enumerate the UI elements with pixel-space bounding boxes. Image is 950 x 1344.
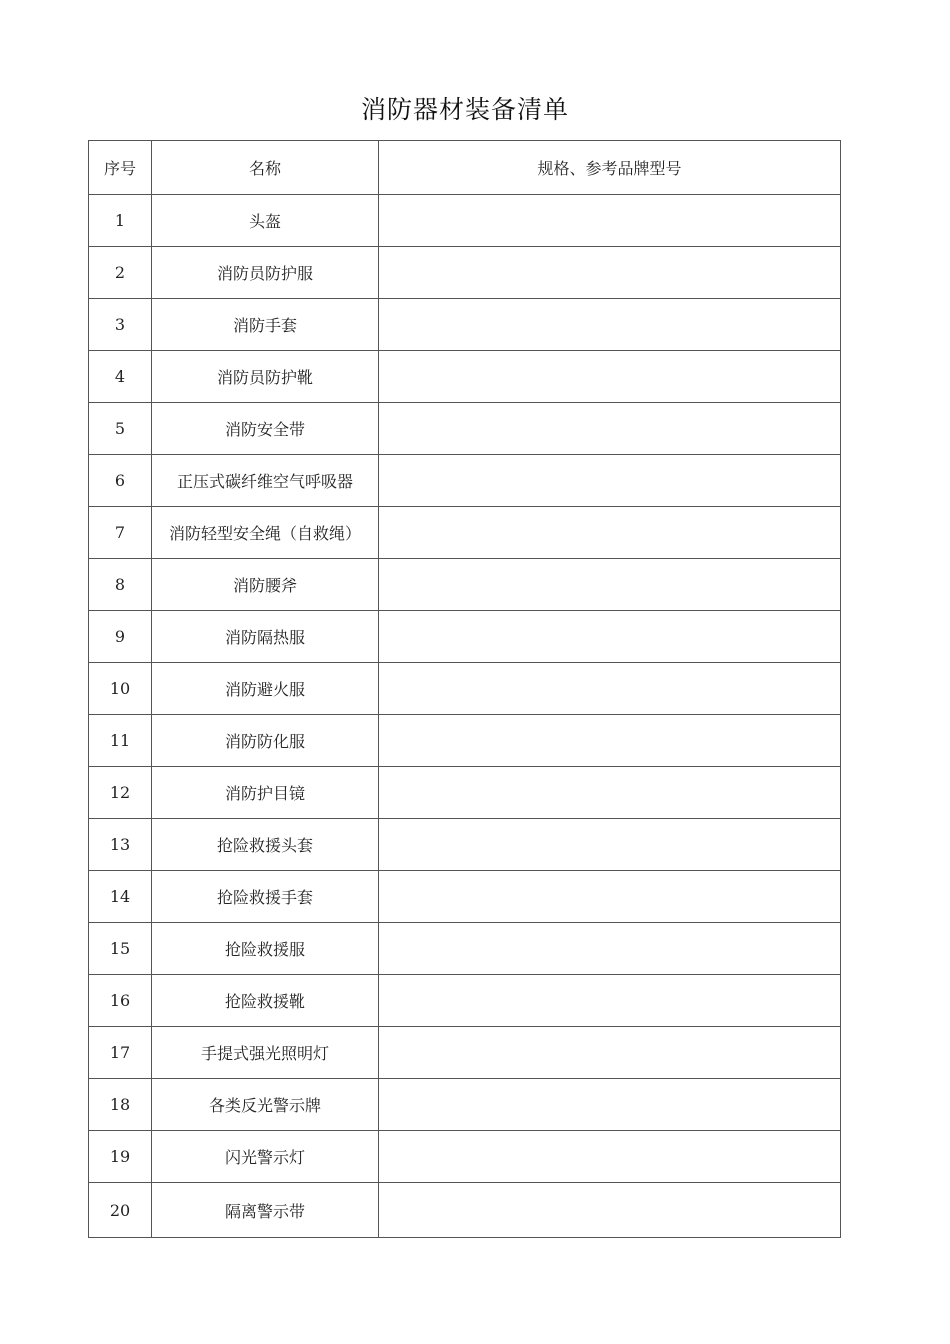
table-row [89,663,841,715]
cell-name: 头盔 [152,195,379,247]
cell-name: 抢险救援手套 [152,871,379,923]
cell-index: 11 [89,715,152,767]
cell-name: 抢险救援服 [152,923,379,975]
table-row [89,403,841,455]
cell-name: 消防腰斧 [152,559,379,611]
table-row [89,819,841,871]
equipment-table [88,140,841,1238]
cell-name: 隔离警示带 [152,1183,379,1238]
table-row [89,299,841,351]
cell-index: 17 [89,1027,152,1079]
cell-name: 消防护目镜 [152,767,379,819]
cell-index: 18 [89,1079,152,1131]
table-row [89,351,841,403]
cell-name: 消防避火服 [152,663,379,715]
cell-name: 消防防化服 [152,715,379,767]
table-row [89,1131,841,1183]
cell-spec [379,351,841,403]
table-row [89,455,841,507]
cell-spec [379,819,841,871]
cell-index: 10 [89,663,152,715]
cell-name: 正压式碳纤维空气呼吸器 [152,455,379,507]
cell-index: 15 [89,923,152,975]
cell-spec [379,299,841,351]
table-row [89,1079,841,1131]
cell-spec [379,403,841,455]
cell-name: 各类反光警示牌 [152,1079,379,1131]
cell-index: 9 [89,611,152,663]
cell-name: 消防手套 [152,299,379,351]
cell-index: 19 [89,1131,152,1183]
cell-spec [379,1027,841,1079]
cell-index: 4 [89,351,152,403]
cell-name: 消防轻型安全绳（自救绳） [152,507,379,559]
table-row [89,1183,841,1238]
header-cell-spec: 规格、参考品牌型号 [379,141,841,195]
cell-name: 消防隔热服 [152,611,379,663]
cell-spec [379,1183,841,1238]
cell-spec [379,611,841,663]
cell-index: 14 [89,871,152,923]
cell-spec [379,663,841,715]
table-row [89,195,841,247]
cell-spec [379,871,841,923]
cell-index: 3 [89,299,152,351]
cell-spec [379,1131,841,1183]
cell-index: 12 [89,767,152,819]
cell-spec [379,923,841,975]
table-row [89,247,841,299]
table-row [89,715,841,767]
cell-index: 1 [89,195,152,247]
cell-index: 20 [89,1183,152,1238]
table-row [89,871,841,923]
table-row [89,975,841,1027]
table-row [89,767,841,819]
cell-index: 5 [89,403,152,455]
cell-spec [379,767,841,819]
header-cell-index: 序号 [89,141,152,195]
cell-index: 6 [89,455,152,507]
cell-spec [379,195,841,247]
table-row [89,559,841,611]
cell-spec [379,507,841,559]
table-row [89,923,841,975]
cell-index: 2 [89,247,152,299]
table-row [89,611,841,663]
header-cell-name: 名称 [152,141,379,195]
cell-name: 消防员防护靴 [152,351,379,403]
page-title: 消防器材装备清单 [360,95,569,124]
cell-name: 抢险救援靴 [152,975,379,1027]
cell-name: 手提式强光照明灯 [152,1027,379,1079]
cell-index: 8 [89,559,152,611]
cell-spec [379,559,841,611]
cell-spec [379,1079,841,1131]
cell-spec [379,455,841,507]
cell-spec [379,247,841,299]
cell-name: 消防员防护服 [152,247,379,299]
cell-name: 消防安全带 [152,403,379,455]
cell-index: 16 [89,975,152,1027]
cell-name: 闪光警示灯 [152,1131,379,1183]
cell-index: 7 [89,507,152,559]
cell-name: 抢险救援头套 [152,819,379,871]
cell-spec [379,975,841,1027]
cell-index: 13 [89,819,152,871]
cell-spec [379,715,841,767]
table-row [89,1027,841,1079]
table-header-row [89,141,841,195]
table-row [89,507,841,559]
